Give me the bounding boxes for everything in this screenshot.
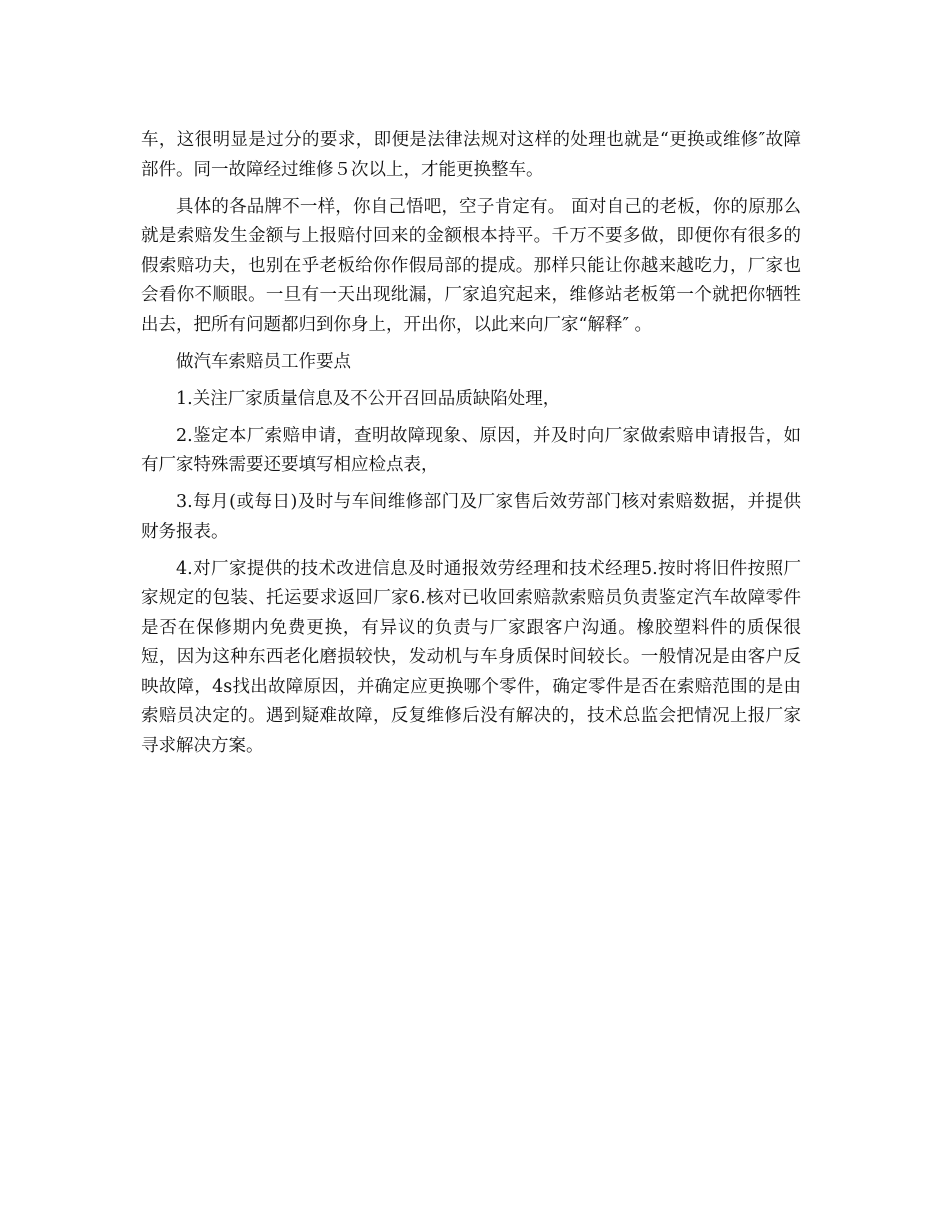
list-item-3: 3.每月(或每日)及时与车间维修部门及厂家售后效劳部门核对索赔数据，并提供财务报表。 [141,492,801,542]
document-body [141,126,801,769]
paragraph-2: 具体的各品牌不一样，你自己悟吧，空子肯定有。 面对自己的老板，你的原那么就是索赔发生金额与上报赔付回来的金额根本持平。千万不要多做，即便你有很多的假索赔功夫，也别在乎老板给你作假局部的提成。那样只能让你越来越吃力，厂家也会看你不顺眼。一旦有一天出现纰漏，厂家追究起来，维修站老板第一个就把你牺牲出去，把所有问题都归到你身上，开出你，以此来向厂家“解释″ 。 [141,196,801,335]
list-item-1: 1.关注厂家质量信息及不公开召回品质缺陷处理， [176,388,561,409]
list-item-2: 2.鉴定本厂索赔申请，查明故障现象、原因，并及时向厂家做索赔申请报告，如有厂家特殊需要还要填写相应检点表， [141,425,801,475]
section-heading: 做汽车索赔员工作要点 [176,351,351,372]
list-item-4: 4.对厂家提供的技术改进信息及时通报效劳经理和技术经理5.按时将旧件按照厂家规定的包装、托运要求返回厂家6.核对已收回索赔款索赔员负责鉴定汽车故障零件是否在保修期内免费更换，有异议的负责与厂家跟客户沟通。橡胶塑料件的质保很短，因为这种东西老化磨损较快，发动机与车身质保时间较长。一般情况是由客户反映故障，4s找出故障原因，并确定应更换哪个零件，确定零件是否在索赔范围的是由索赔员决定的。遇到疑难故障，反复维修后没有解决的，技术总监会把情况上报厂家寻求解决方案。 [141,558,801,756]
paragraph-1: 车，这很明显是过分的要求，即便是法律法规对这样的处理也就是“更换或维修″故障部件。同一故障经过维修５次以上，才能更换整车。 [141,130,801,180]
